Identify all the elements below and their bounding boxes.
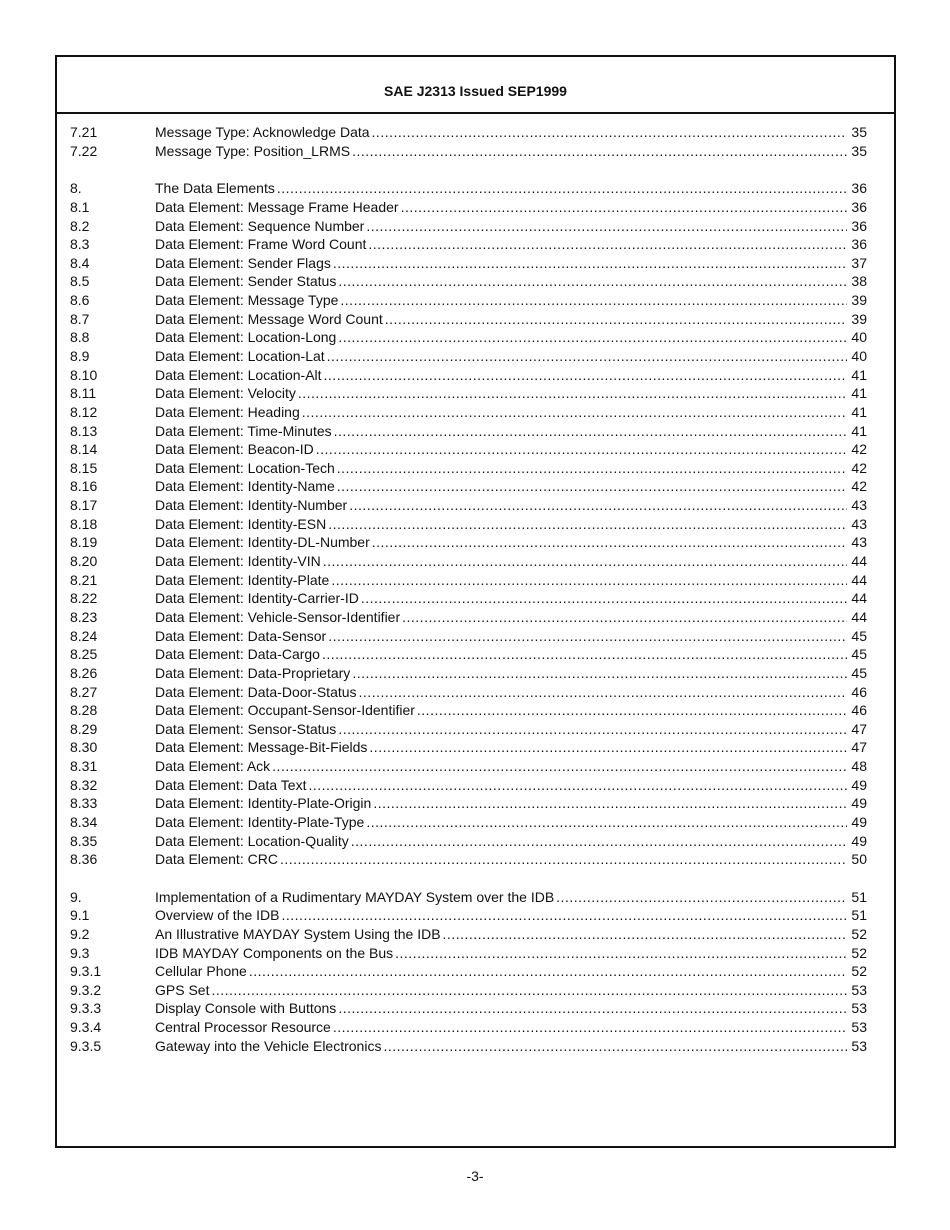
toc-entry[interactable] bbox=[70, 906, 867, 925]
toc-entry-number: 8.34 bbox=[70, 814, 98, 831]
dot-leader bbox=[351, 833, 847, 849]
toc-entry-title: Data Element: Beacon-ID bbox=[155, 441, 314, 458]
toc-entry-page: 45 bbox=[851, 664, 867, 681]
toc-entry-title: The Data Elements bbox=[155, 180, 275, 197]
toc-entry-title: Data Element: Sender Status bbox=[155, 273, 337, 290]
dot-leader bbox=[340, 292, 847, 308]
toc-entry-number: 8.3 bbox=[70, 236, 90, 253]
toc-entry-page: 43 bbox=[851, 515, 867, 532]
toc-entry[interactable] bbox=[70, 608, 867, 627]
toc-entry-title: Data Element: Sequence Number bbox=[155, 217, 365, 234]
toc-entry[interactable] bbox=[70, 533, 867, 552]
dot-leader bbox=[324, 367, 847, 383]
toc-entry-title-wrap bbox=[155, 199, 847, 215]
toc-entry-number: 8.10 bbox=[70, 366, 98, 383]
dot-leader bbox=[280, 851, 847, 867]
toc-entry-page: 37 bbox=[851, 254, 867, 271]
toc-entry-page: 36 bbox=[851, 236, 867, 253]
toc-entry-title-wrap bbox=[155, 460, 847, 476]
toc-entry-title: Data Element: Identity-VIN bbox=[155, 553, 321, 570]
toc-entry-page: 48 bbox=[851, 758, 867, 775]
toc-entry-number: 9.3.5 bbox=[70, 1037, 102, 1054]
toc-entry-number: 9.3.3 bbox=[70, 1000, 102, 1017]
toc-entry-title: Data Element: Heading bbox=[155, 403, 300, 420]
toc-entry[interactable] bbox=[70, 291, 867, 310]
toc-entry-title: Data Element: Occupant-Sensor-Identifier bbox=[155, 702, 415, 719]
toc-entry-title-wrap bbox=[155, 180, 847, 196]
toc-entry[interactable] bbox=[70, 198, 867, 217]
toc-entry-title-wrap bbox=[155, 889, 847, 905]
toc-entry-page: 52 bbox=[851, 944, 867, 961]
toc-entry-title: Data Element: Message Type bbox=[155, 292, 339, 309]
toc-entry-page: 51 bbox=[851, 907, 867, 924]
toc-entry[interactable] bbox=[70, 403, 867, 422]
toc-entry-title: Data Element: Data-Door-Status bbox=[155, 683, 357, 700]
toc-entry[interactable] bbox=[70, 775, 867, 794]
toc-entry[interactable] bbox=[70, 720, 867, 739]
toc-entry-number: 8.15 bbox=[70, 459, 98, 476]
toc-entry-number: 9.3.2 bbox=[70, 981, 102, 998]
dot-leader bbox=[368, 236, 847, 252]
toc-entry-title-wrap bbox=[155, 385, 847, 401]
toc-entry-title: Data Element: Frame Word Count bbox=[155, 236, 367, 253]
toc-entry[interactable] bbox=[70, 962, 867, 981]
toc-entry[interactable] bbox=[70, 347, 867, 366]
toc-entry-page: 49 bbox=[851, 814, 867, 831]
dot-leader bbox=[556, 889, 847, 905]
toc-entry-title-wrap bbox=[155, 1038, 847, 1054]
toc-entry-title: Data Element: CRC bbox=[155, 851, 278, 868]
dot-leader bbox=[361, 590, 847, 606]
toc-entry-page: 49 bbox=[851, 832, 867, 849]
toc-entry[interactable] bbox=[70, 216, 867, 235]
toc-entry-page: 42 bbox=[851, 478, 867, 495]
toc-entry-page: 46 bbox=[851, 683, 867, 700]
toc-entry-title-wrap bbox=[155, 777, 847, 793]
section-spacer bbox=[70, 160, 867, 179]
toc-entry-number: 8.6 bbox=[70, 292, 90, 309]
toc-entry-title-wrap bbox=[155, 646, 847, 662]
toc-entry-title-wrap bbox=[155, 553, 847, 569]
toc-entry-number: 8.2 bbox=[70, 217, 90, 234]
toc-entry-title-wrap bbox=[155, 665, 847, 681]
dot-leader bbox=[395, 945, 847, 961]
dot-leader bbox=[272, 758, 847, 774]
toc-entry-title: Message Type: Acknowledge Data bbox=[155, 124, 370, 141]
toc-entry[interactable] bbox=[70, 980, 867, 999]
toc-entry[interactable] bbox=[70, 365, 867, 384]
dot-leader bbox=[249, 963, 847, 979]
toc-entry-number: 8.36 bbox=[70, 851, 98, 868]
dot-leader bbox=[385, 311, 847, 327]
dot-leader bbox=[402, 609, 847, 625]
toc-entry[interactable] bbox=[70, 831, 867, 850]
dot-leader bbox=[302, 404, 847, 420]
toc-entry-title: Data Element: Identity-Name bbox=[155, 478, 335, 495]
toc-entry[interactable] bbox=[70, 309, 867, 328]
dot-leader bbox=[369, 739, 847, 755]
dot-leader bbox=[383, 1038, 847, 1054]
toc-entry-title: Cellular Phone bbox=[155, 963, 247, 980]
toc-entry-title: Data Element: Identity-Carrier-ID bbox=[155, 590, 359, 607]
toc-entry-title: Data Element: Identity-DL-Number bbox=[155, 534, 370, 551]
toc-entry-number: 9.3.4 bbox=[70, 1019, 102, 1036]
dot-leader bbox=[333, 1019, 847, 1035]
toc-entry-title-wrap bbox=[155, 609, 847, 625]
toc-entry-title: Data Element: Time-Minutes bbox=[155, 422, 332, 439]
toc-entry[interactable] bbox=[70, 477, 867, 496]
toc-entry-title: Data Element: Location-Lat bbox=[155, 348, 325, 364]
toc-entry-page: 36 bbox=[851, 217, 867, 234]
toc-entry-number: 8.19 bbox=[70, 534, 98, 551]
toc-entry-title-wrap bbox=[155, 124, 847, 140]
toc-entry[interactable] bbox=[70, 701, 867, 720]
toc-entry-number: 8.33 bbox=[70, 795, 98, 812]
toc-entry-page: 51 bbox=[851, 888, 867, 905]
toc-entry-number: 9.3 bbox=[70, 944, 90, 961]
toc-entry-number: 8. bbox=[70, 180, 82, 197]
toc-entry-page: 43 bbox=[851, 534, 867, 551]
dot-leader bbox=[211, 982, 847, 998]
toc-entry-title: GPS Set bbox=[155, 981, 210, 998]
toc-entry-title: Implementation of a Rudimentary MAYDAY System over the IDB bbox=[155, 888, 555, 905]
toc-entry-number: 9.2 bbox=[70, 925, 90, 942]
toc-entry[interactable] bbox=[70, 645, 867, 664]
toc-entry[interactable] bbox=[70, 272, 867, 291]
toc-entry-page: 50 bbox=[851, 851, 867, 868]
dot-leader bbox=[328, 628, 847, 644]
toc-entry[interactable] bbox=[70, 328, 867, 347]
toc-entry-number: 8.29 bbox=[70, 720, 98, 737]
toc-entry[interactable] bbox=[70, 179, 867, 198]
toc-entry-page: 46 bbox=[851, 702, 867, 719]
toc-entry-page: 49 bbox=[851, 776, 867, 793]
toc-entry-title: Data Element: Identity-Plate-Origin bbox=[155, 795, 372, 812]
dot-leader bbox=[352, 665, 847, 681]
toc-entry-title-wrap bbox=[155, 497, 847, 513]
dot-leader bbox=[316, 441, 847, 457]
toc-entry-title-wrap bbox=[155, 758, 847, 774]
toc-entry-page: 49 bbox=[851, 795, 867, 812]
toc-entry-page: 44 bbox=[851, 608, 867, 625]
page-number: -3- bbox=[466, 1168, 484, 1184]
toc-entry[interactable] bbox=[70, 943, 867, 962]
dot-leader bbox=[277, 180, 847, 196]
toc-entry-number: 8.12 bbox=[70, 403, 98, 420]
toc-entry-title-wrap bbox=[155, 255, 847, 271]
toc-entry-title-wrap bbox=[155, 404, 847, 420]
toc-entry-number: 8.17 bbox=[70, 497, 98, 514]
dot-leader bbox=[328, 516, 847, 532]
toc-entry-number: 7.22 bbox=[70, 142, 98, 159]
toc-entry-number: 8.24 bbox=[70, 627, 98, 644]
toc-entry-title-wrap bbox=[155, 516, 847, 532]
toc-entry-number: 8.4 bbox=[70, 254, 90, 271]
toc-entry-title-wrap bbox=[155, 684, 847, 700]
toc-entry-page: 39 bbox=[851, 292, 867, 309]
dot-leader bbox=[401, 199, 847, 215]
dot-leader bbox=[372, 124, 847, 140]
toc-entry-number: 8.11 bbox=[70, 385, 97, 402]
toc-entry-number: 8.21 bbox=[70, 571, 98, 588]
toc-entry-number: 8.31 bbox=[70, 758, 98, 775]
toc-entry[interactable] bbox=[70, 757, 867, 776]
toc-entry-title: Data Element: Message Word Count bbox=[155, 310, 383, 327]
toc-entry-page: 44 bbox=[851, 590, 867, 607]
toc-entry-number: 8.30 bbox=[70, 739, 98, 756]
toc-entry[interactable] bbox=[70, 794, 867, 813]
document-title: SAE J2313 Issued SEP1999 bbox=[384, 82, 567, 99]
toc-entry-number: 8.13 bbox=[70, 422, 98, 439]
toc-entry-title-wrap bbox=[155, 348, 847, 364]
toc-entry-number: 8.14 bbox=[70, 441, 98, 458]
toc-entry-title: Data Element: Data-Proprietary bbox=[155, 664, 351, 681]
toc-entry-page: 41 bbox=[851, 385, 867, 402]
toc-entry[interactable] bbox=[70, 738, 867, 757]
toc-entry-page: 44 bbox=[851, 553, 867, 570]
toc-entry[interactable] bbox=[70, 384, 867, 403]
toc-entry[interactable] bbox=[70, 682, 867, 701]
dot-leader bbox=[282, 907, 848, 923]
toc-entry-title-wrap bbox=[155, 982, 847, 998]
toc-entry-title-wrap bbox=[155, 739, 847, 755]
dot-leader bbox=[333, 255, 847, 271]
toc-entry-title-wrap bbox=[155, 907, 847, 923]
dot-leader bbox=[338, 273, 847, 289]
dot-leader bbox=[331, 572, 847, 588]
dot-leader bbox=[352, 143, 847, 159]
toc-entry-title-wrap bbox=[155, 143, 847, 159]
toc-entry-page: 52 bbox=[851, 925, 867, 942]
toc-entry-title-wrap bbox=[155, 702, 847, 718]
toc-entry-title: Data Element: Message-Bit-Fields bbox=[155, 739, 368, 756]
toc-entry-title: Data Element: Velocity bbox=[155, 385, 296, 402]
dot-leader bbox=[443, 926, 847, 942]
dot-leader bbox=[417, 702, 847, 718]
toc-entry-number: 8.20 bbox=[70, 553, 98, 570]
toc-entry-page: 47 bbox=[851, 720, 867, 737]
toc-entry-title-wrap bbox=[155, 423, 847, 439]
toc-entry-title: Data Element: Data-Cargo bbox=[155, 646, 320, 663]
toc-entry-title: Data Element: Data-Sensor bbox=[155, 627, 327, 644]
toc-entry-page: 41 bbox=[851, 403, 867, 420]
dot-leader bbox=[337, 460, 847, 476]
toc-entry[interactable] bbox=[70, 589, 867, 608]
toc-entry-page: 53 bbox=[851, 1019, 867, 1036]
toc-entry[interactable] bbox=[70, 421, 867, 440]
toc-entry-page: 42 bbox=[851, 459, 867, 476]
toc-entry-number: 8.22 bbox=[70, 590, 98, 607]
toc-entry-title-wrap bbox=[155, 329, 847, 345]
toc-entry-page: 41 bbox=[851, 422, 867, 439]
toc-entry[interactable] bbox=[70, 552, 867, 571]
toc-entry-title-wrap bbox=[155, 833, 847, 849]
toc-entry-title-wrap bbox=[155, 236, 847, 252]
toc-entry-number: 8.28 bbox=[70, 702, 98, 719]
toc-entry[interactable] bbox=[70, 999, 867, 1018]
toc-entry[interactable] bbox=[70, 1018, 867, 1037]
toc-entry-number: 8.8 bbox=[70, 329, 90, 346]
toc-entry-title: Overview of the IDB bbox=[155, 907, 280, 924]
toc-entry-title-wrap bbox=[155, 926, 847, 942]
section-spacer bbox=[70, 869, 867, 888]
page-header bbox=[57, 57, 894, 114]
dot-leader bbox=[373, 795, 847, 811]
toc-entry-title: Data Element: Location-Long bbox=[155, 329, 337, 346]
toc-entry-title: Data Element: Location-Quality bbox=[155, 832, 349, 849]
toc-entry-page: 42 bbox=[851, 441, 867, 458]
toc-entry-title-wrap bbox=[155, 963, 847, 979]
dot-leader bbox=[366, 814, 847, 830]
toc-entry-page: 40 bbox=[851, 348, 867, 364]
toc-entry-title: Data Element: Identity-ESN bbox=[155, 515, 327, 532]
toc-entry-number: 9.1 bbox=[70, 907, 90, 924]
toc-entry-title: Data Element: Vehicle-Sensor-Identifier bbox=[155, 608, 401, 625]
toc-entry-page: 41 bbox=[851, 366, 867, 383]
toc-entry-title: Data Element: Ack bbox=[155, 758, 271, 775]
toc-entry-number: 8.26 bbox=[70, 664, 98, 681]
toc-entry[interactable] bbox=[70, 459, 867, 478]
toc-entry-title: Gateway into the Vehicle Electronics bbox=[155, 1037, 382, 1054]
toc-entry-title-wrap bbox=[155, 814, 847, 830]
toc-entry-number: 9.3.1 bbox=[70, 963, 102, 980]
dot-leader bbox=[372, 534, 847, 550]
dot-leader bbox=[349, 497, 847, 513]
toc-entry[interactable] bbox=[70, 514, 867, 533]
dot-leader bbox=[338, 329, 847, 345]
toc-entry-number: 8.5 bbox=[70, 273, 90, 290]
dot-leader bbox=[359, 684, 847, 700]
toc-entry-number: 8.1 bbox=[70, 198, 90, 215]
toc-entry-title-wrap bbox=[155, 851, 847, 867]
toc-entry[interactable] bbox=[70, 123, 867, 142]
toc-entry-title: An Illustrative MAYDAY System Using the IDB bbox=[155, 925, 441, 942]
dot-leader bbox=[327, 348, 847, 364]
toc-entry-number: 9. bbox=[70, 888, 82, 905]
toc-entry-page: 53 bbox=[851, 1000, 867, 1017]
dot-leader bbox=[334, 423, 847, 439]
dot-leader bbox=[322, 646, 847, 662]
toc-entry-title: Data Element: Identity-Plate-Type bbox=[155, 814, 365, 831]
toc-entry[interactable] bbox=[70, 925, 867, 944]
toc-entry-page: 36 bbox=[851, 198, 867, 215]
toc-entry-number: 8.7 bbox=[70, 310, 90, 327]
toc-entry-number: 8.25 bbox=[70, 646, 98, 663]
toc-entry-page: 43 bbox=[851, 497, 867, 514]
toc-entry-title: Message Type: Position_LRMS bbox=[155, 142, 351, 159]
toc-entry[interactable] bbox=[70, 142, 867, 161]
toc-entry-page: 39 bbox=[851, 310, 867, 327]
toc-entry[interactable] bbox=[70, 887, 867, 906]
toc-entry-page: 53 bbox=[851, 1037, 867, 1054]
toc-entry[interactable] bbox=[70, 570, 867, 589]
toc-entry-title: Data Element: Identity-Number bbox=[155, 497, 348, 514]
toc-entry-title-wrap bbox=[155, 590, 847, 606]
toc-entry-number: 8.27 bbox=[70, 683, 98, 700]
toc-entry[interactable] bbox=[70, 626, 867, 645]
toc-entry-page: 35 bbox=[851, 124, 867, 141]
toc-entry-title: IDB MAYDAY Components on the Bus bbox=[155, 944, 394, 961]
page-frame bbox=[55, 55, 896, 1148]
toc-entry-page: 38 bbox=[851, 273, 867, 290]
toc-entry-number: 7.21 bbox=[70, 124, 98, 141]
toc-entry-page: 36 bbox=[851, 180, 867, 197]
dot-leader bbox=[308, 777, 847, 793]
toc-entry-title: Data Element: Location-Tech bbox=[155, 459, 335, 476]
toc-entry-page: 53 bbox=[851, 981, 867, 998]
toc-entry-title: Data Element: Message Frame Header bbox=[155, 198, 399, 215]
toc-entry-title: Central Processor Resource bbox=[155, 1019, 331, 1036]
toc-entry-page: 35 bbox=[851, 142, 867, 159]
toc-entry-number: 8.35 bbox=[70, 832, 98, 849]
toc-entry-title: Display Console with Buttons bbox=[155, 1000, 337, 1017]
toc-entry-title-wrap bbox=[155, 292, 847, 308]
toc-entry-page: 40 bbox=[851, 329, 867, 346]
toc-entry-page: 44 bbox=[851, 571, 867, 588]
toc-entry-title-wrap bbox=[155, 945, 847, 961]
toc-entry-page: 47 bbox=[851, 739, 867, 756]
toc-entry-title: Data Element: Identity-Plate bbox=[155, 571, 330, 588]
toc-entry-number: 8.32 bbox=[70, 776, 98, 793]
toc-entry-title-wrap bbox=[155, 1000, 847, 1016]
toc-entry-number: 8.16 bbox=[70, 478, 98, 495]
dot-leader bbox=[338, 721, 847, 737]
toc-entry-title-wrap bbox=[155, 311, 847, 327]
toc-entry[interactable] bbox=[70, 664, 867, 683]
toc-entry-title: Data Element: Location-Alt bbox=[155, 366, 322, 383]
toc-entry-title: Data Element: Sender Flags bbox=[155, 254, 331, 271]
toc-entry-number: 8.9 bbox=[70, 348, 90, 364]
dot-leader bbox=[337, 478, 847, 494]
toc-entry-title-wrap bbox=[155, 218, 847, 234]
toc-entry-title-wrap bbox=[155, 572, 847, 588]
toc-entry-title-wrap bbox=[155, 478, 847, 494]
toc-entry-title: Data Element: Sensor-Status bbox=[155, 720, 337, 737]
dot-leader bbox=[323, 553, 847, 569]
toc-entry-title-wrap bbox=[155, 628, 847, 644]
toc-entry[interactable] bbox=[70, 440, 867, 459]
toc-entry[interactable] bbox=[70, 235, 867, 254]
toc-entry-title-wrap bbox=[155, 273, 847, 289]
table-of-contents bbox=[70, 123, 867, 1055]
toc-entry-title-wrap bbox=[155, 1019, 847, 1035]
toc-entry[interactable] bbox=[70, 813, 867, 832]
toc-entry-page: 45 bbox=[851, 627, 867, 644]
dot-leader bbox=[366, 218, 847, 234]
toc-entry-title-wrap bbox=[155, 534, 847, 550]
toc-entry-title-wrap bbox=[155, 367, 847, 383]
dot-leader bbox=[338, 1000, 847, 1016]
toc-entry-title-wrap bbox=[155, 721, 847, 737]
toc-entry[interactable] bbox=[70, 253, 867, 272]
dot-leader bbox=[298, 385, 847, 401]
toc-entry[interactable] bbox=[70, 496, 867, 515]
toc-entry-title-wrap bbox=[155, 795, 847, 811]
toc-entry-number: 8.23 bbox=[70, 608, 98, 625]
toc-entry-number: 8.18 bbox=[70, 515, 98, 532]
toc-entry-page: 52 bbox=[851, 963, 867, 980]
toc-entry[interactable] bbox=[70, 850, 867, 869]
toc-entry-page: 45 bbox=[851, 646, 867, 663]
toc-entry[interactable] bbox=[70, 1036, 867, 1055]
toc-entry-title: Data Element: Data Text bbox=[155, 776, 307, 793]
toc-entry-title-wrap bbox=[155, 441, 847, 457]
